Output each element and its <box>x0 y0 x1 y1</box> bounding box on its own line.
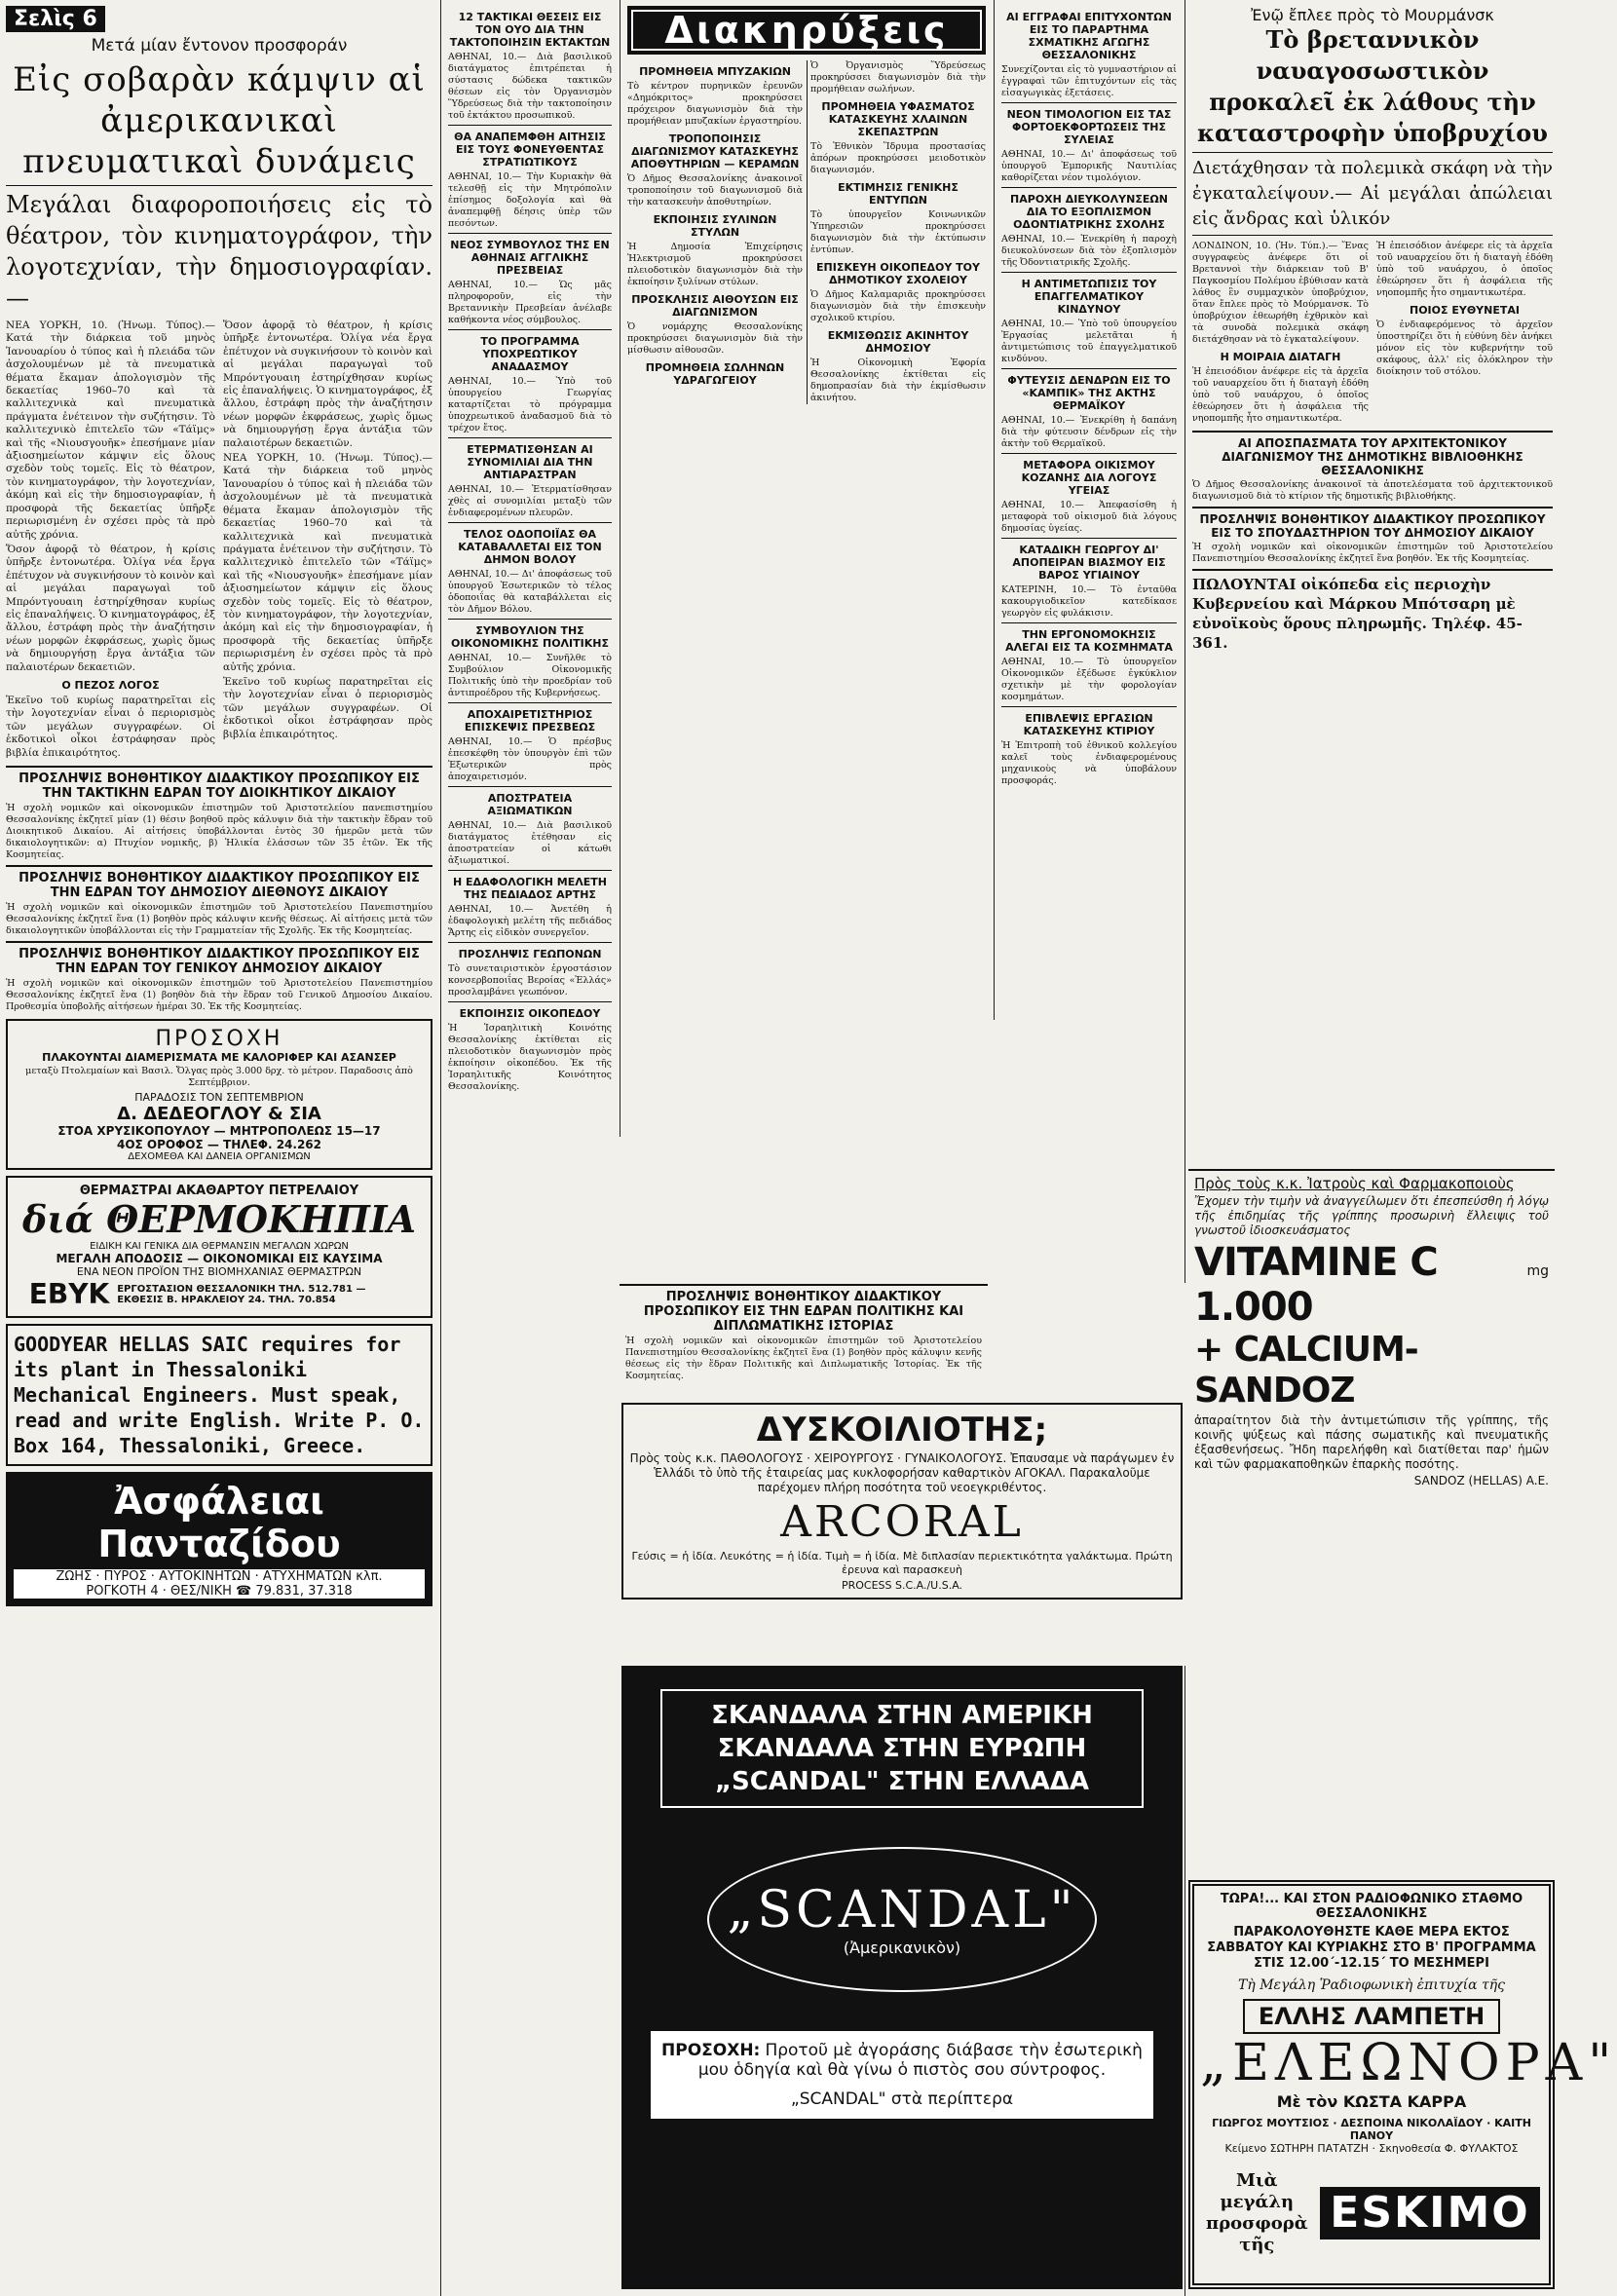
news-body: ΑΘΗΝΑΙ, 10.— Ἀπεφασίσθη ἡ μεταφορὰ τοῦ οἰκισμοῦ διὰ λόγους δημοσίας ὑγείας. <box>1001 500 1177 534</box>
column-rule <box>440 0 441 2296</box>
ad-address: ΕΡΓΟΣΤΑΣΙΟΝ ΘΕΣΣΑΛΟΝΙΚΗ ΤΗΛ. 512.781 — ΕΚΘΕΣΙΣ Β. ΗΡΑΚΛΕΙΟΥ 24. ΤΗΛ. 70.854 <box>117 1283 366 1305</box>
ad-credits: Κείμενο ΣΩΤΗΡΗ ΠΑΤΑΤΖΗ · Σκηνοθεσία Φ. ΦΥΛΑΚΤΟΣ <box>1224 2142 1519 2155</box>
ad-product: VITAMINE C 1.000 <box>1194 1240 1438 1330</box>
column-1 <box>0 0 438 2296</box>
divider <box>448 942 612 943</box>
news-title: ΤΗΝ ΕΡΓΟΝΟΜΟΚΗΣΙΣ ΑΛΕΓΑΙ ΕΙΣ ΤΑ ΚΟΣΜΗΜΑΤΑ <box>1005 628 1173 654</box>
divider <box>1192 152 1553 153</box>
article-title: ΕΚΠΟΙΗΣΙΣ ΟΙΚΟΠΕΔΟΥ <box>459 1007 601 1020</box>
tender-body: Τὸ κέντρον πυρηνικῶν ἐρευνῶν «Δημόκριτος» προκηρύσσει πρόχειρον διαγωνισμὸν διὰ τὴν προμήθειαν μπυζακίων ἐργαστηρίου. <box>627 81 803 127</box>
ad-vitamine <box>1188 1169 1555 1491</box>
ad-footer: ΔΕΧΟΜΕΘΑ ΚΑΙ ΔΑΝΕΙΑ ΟΡΓΑΝΙΣΜΩΝ <box>128 1151 311 1162</box>
notice-public-law <box>1192 512 1553 565</box>
article-subsection-title: Ο ΠΕΖΟΣ ΛΟΓΟΣ <box>61 678 160 692</box>
divider <box>448 1001 612 1002</box>
news-item <box>1001 193 1177 269</box>
article-title: ΑΠΟΧΑΙΡΕΤΙΣΤΗΡΙΟΣ ΕΠΙΣΚΕΨΙΣ ΠΡΕΣΒΕΩΣ <box>464 708 596 734</box>
ad-line: ΜΕΓΑΛΗ ΑΠΟΔΟΣΙΣ — ΟΙΚΟΝΟΜΙΚΑΙ ΕΙΣ ΚΑΥΣΙΜΑ <box>56 1252 383 1265</box>
ad-body: ἀπαραίτητον διὰ τὴν ἀντιμετώπισιν τῆς γρίππης, τῆς κοινῆς ψύξεως καὶ πάσης σωματικῆς καὶ πνευματικῆς ἐξασθενήσεως. Ἤδη παρελήφθη καὶ διατίθεται παρ' ἡμῶν καὶ τῶν φαρμακαποθηκῶν ἐπαρκὴς ποσότης. <box>1194 1413 1549 1471</box>
divider <box>1192 507 1553 508</box>
tender-item <box>810 329 986 404</box>
ad-tagline: Γεύσις = ἡ ἰδία. Λευκότης = ἡ ἰδία. Τιμὴ = ἡ ἰδία. Μὲ διπλασίαν περιεκτικότητα γαλάκτωμα. Πρώτη ἐρευνα καὶ παρασκευὴ <box>631 1550 1173 1576</box>
article-title: ΤΕΛΟΣ ΟΔΟΠΟΙΪΑΣ ΘΑ ΚΑΤΑΒΑΛΛΕΤΑΙ ΕΙΣ ΤΟΝ ΔΗΜΟΝ ΒΟΛΟΥ <box>458 528 602 566</box>
divider <box>1001 453 1177 454</box>
ad-offer <box>1200 2170 1543 2256</box>
notice-title: ΠΡΟΣΛΗΨΙΣ ΒΟΗΘΗΤΙΚΟΥ ΔΙΔΑΚΤΙΚΟΥ ΠΡΟΣΩΠΙΚΟΥ ΕΙΣ ΤΗΝ ΕΔΡΑΝ ΤΟΥ ΓΕΝΙΚΟΥ ΔΗΜΟΣΙΟΥ ΔΙΚΑΙΟΥ <box>19 947 420 976</box>
news-item <box>1001 11 1177 99</box>
news-title: ΜΕΤΑΦΟΡΑ ΟΙΚΙΣΜΟΥ ΚΟΖΑΝΗΣ ΔΙΑ ΛΟΓΟΥΣ ΥΓΕΙΑΣ <box>1021 459 1157 497</box>
article-4 <box>448 335 612 434</box>
news-body: ΑΘΗΝΑΙ, 10.— Ὑπὸ τοῦ ὑπουργείου Ἐργασίας μελετᾶται ἡ ἀντιμετώπισις τοῦ ἐπαγγελματικοῦ κινδύνου. <box>1001 319 1177 364</box>
tender-title: ΠΡΟΜΗΘΕΙΑ ΜΠΥΖΑΚΙΩΝ <box>639 65 791 78</box>
ad-body: μεταξὺ Πτολεμαίων καὶ Βασιλ. Ὄλγας πρὸς 3.000 δρχ. τὸ μέτρον. Παραδοσις ἀπὸ Σεπτέμβριον. <box>25 1066 413 1088</box>
ad-line: ΤΩΡΑ!... ΚΑΙ ΣΤΟΝ ΡΑΔΙΟΦΩΝΙΚΟ ΣΤΑΘΜΟ ΘΕΣΣΑΛΟΝΙΚΗΣ <box>1220 1892 1523 1921</box>
ad-title: Ἀσφάλειαι Πανταζίδου <box>97 1480 341 1565</box>
news-title: ΠΑΡΟΧΗ ΔΙΕΥΚΟΛΥΝΣΕΩΝ ΔΙΑ ΤΟ ΕΞΟΠΛΙΣΜΟΝ ΟΔΟΝΤΙΑΤΡΙΚΗΣ ΣΧΟΛΗΣ <box>1010 193 1168 231</box>
ad-offer-text: Μιὰ μεγάλη προσφορὰ τῆς <box>1206 2170 1308 2255</box>
divider <box>6 766 432 768</box>
article-title: ΘΑ ΑΝΑΠΕΜΦΘΗ ΑΙΤΗΣΙΣ ΕΙΣ ΤΟΥΣ ΦΟΝΕΥΘΕΝΤΑΣ ΣΤΡΑΤΙΩΤΙΚΟΥΣ <box>454 131 606 169</box>
news-body: ΑΘΗΝΑΙ, 10.— Ἐνεκρίθη ἡ παροχὴ διευκολύνσεων διὰ τὸν ἐξοπλισμὸν τῆς Ὀδοντιατρικῆς Σχολῆς. <box>1001 234 1177 268</box>
divider <box>448 870 612 871</box>
notice-body: Ἡ σχολὴ νομικῶν καὶ οἰκονομικῶν ἐπιστημῶν τοῦ Ἀριστοτελείου Πανεπιστημίου Θεσσαλονίκης ἐκζητεῖ ἕνα (1) βοηθὸν πρὸς κάλυψιν κενῆς θέσεως εἰς τὴν ἕδραν Πολιτικῆς καὶ Διπλωματικῆς Ἱστορίας. Ἐκ τῆς Κοσμητείας. <box>625 1336 982 1381</box>
ad-address: ΣΤΟΑ ΧΡΥΣΙΚΟΠΟΥΛΟΥ — ΜΗΤΡΟΠΟΛΕΩΣ 15—17 <box>57 1124 381 1138</box>
article-body: ΑΘΗΝΑΙ, 10.— Διὰ βασιλικοῦ διατάγματος ἐτέθησαν εἰς ἀποστρατείαν οἱ κάτωθι ἀξιωματικοί. <box>448 820 612 866</box>
ad-line: ΠΑΡΑΚΟΛΟΥΘΗΣΤΕ ΚΑΘΕ ΜΕΡΑ ΕΚΤΟΣ ΣΑΒΒΑΤΟΥ ΚΑΙ ΚΥΡΙΑΚΗΣ ΣΤΟ Β' ΠΡΟΓΡΑΜΜΑ ΣΤΙΣ 12.00΄-12.15΄ ΤΟ ΜΕΣΗΜΕΡΙ <box>1207 1925 1536 1971</box>
article-body-columns <box>1192 239 1553 427</box>
divider <box>448 522 612 523</box>
ad-line: ΡΟΓΚΟΤΗ 4 · ΘΕΣ/ΝΙΚΗ ☎ 79.831, 37.318 <box>14 1584 425 1599</box>
tender-title: ΠΡΟΣΚΛΗΣΙΣ ΑΙΘΟΥΣΩΝ ΕΙΣ ΔΙΑΓΩΝΙΣΜΟΝ <box>631 293 799 319</box>
notice-body: Ἡ σχολὴ νομικῶν καὶ οἰκονομικῶν ἐπιστημῶν τοῦ Ἀριστοτελείου Πανεπιστημίου Θεσσαλονίκης ἐκζητεῖ ἕνα βοηθόν. Ἐκ τῆς Κοσμητείας. <box>1192 542 1553 564</box>
news-item <box>1001 628 1177 703</box>
tender-title: ΕΚΠΟΙΗΣΙΣ ΣΥΛΙΝΩΝ ΣΤΥΛΩΝ <box>653 213 777 239</box>
news-item <box>1001 712 1177 787</box>
divider <box>1192 569 1553 571</box>
article-subhead: Διετάχθησαν τὰ πολεμικὰ σκάφη νὰ τὴν ἐγκαταλείψουν.— Αἱ μεγάλαι ἀπώλειαι εἰς ἄνδρας καὶ ὑλικόν <box>1192 158 1553 229</box>
article-kicker: Μετά μίαν ἔντονον προσφοράν <box>91 36 348 56</box>
tender-item <box>810 100 986 176</box>
article-12 <box>448 1007 612 1093</box>
ad-intro: Ἔχομεν τὴν τιμὴν νὰ ἀναγγείλωμεν ὅτι ἐπεσπεύσθη ἡ λόγῳ τῆς ἐπιδημίας τῆς γρίππης προσωρινὴ ἔλλειψις τοῦ γνωστοῦ ἰδιοσκευάσματος <box>1194 1194 1549 1237</box>
tenders-list <box>627 60 986 404</box>
article-title: ΠΡΟΣΛΗΨΙΣ ΓΕΩΠΟΝΩΝ <box>458 948 602 960</box>
tender-title: ΕΠΙΣΚΕΥΗ ΟΙΚΟΠΕΔΟΥ ΤΟΥ ΔΗΜΟΤΙΚΟΥ ΣΧΟΛΕΙΟΥ <box>816 261 980 286</box>
ad-line: ΕΙΔΙΚΗ ΚΑΙ ΓΕΝΙΚΑ ΔΙΑ ΘΕΡΜΑΝΣΙΝ ΜΕΓΑΛΩΝ ΧΩΡΩΝ <box>90 1241 349 1252</box>
ad-warning-title: ΠΡΟΣΟΧΗ: <box>661 2041 761 2060</box>
article-title: Η ΕΔΑΦΟΛΟΓΙΚΗ ΜΕΛΕΤΗ ΤΗΣ ΠΕΔΙΑΔΟΣ ΑΡΤΗΣ <box>452 876 607 901</box>
page-header <box>6 6 432 32</box>
divider <box>448 786 612 787</box>
news-item <box>1001 459 1177 535</box>
article-paragraph: Ὅσον ἀφορᾷ τὸ θέατρον, ἡ κρίσις ὑπῆρξε ἐντονωτέρα. Ὀλίγα νέα ἔργα ἐπέτυχον νὰ συγκινήσουν τὸ κοινὸν καὶ αἱ μεγάλαι παραγωγαὶ τοῦ Μπρόντγουαιη ἐστηρίχθησαν κυρίως εἰς ἐπαναλήψεις. Ὁ κινηματογράφος, ἐξ ἄλλου, ἐστράφη πρὸς τὴν ἀναζήτησιν νέων μορφῶν ἐκφράσεως, χωρὶς ὅμως νὰ δημιουργήσῃ ἔργα ἀντάξια τῶν παλαιοτέρων δεκαετιῶν. <box>6 543 215 673</box>
news-title: ΝΕΟΝ ΤΙΜΟΛΟΓΙΟΝ ΕΙΣ ΤΑΣ ΦΟΡΤΟΕΚΦΟΡΤΩΣΕΙΣ ΤΗΣ ΣΥΛΕΙΑΣ <box>1006 108 1172 146</box>
news-item <box>1001 544 1177 620</box>
news-body: ΑΘΗΝΑΙ, 10.— Ἐνεκρίθη ἡ δαπάνη διὰ τὴν φύτευσιν δένδρων εἰς τὴν ἀκτὴν τοῦ Θερμαϊκοῦ. <box>1001 415 1177 449</box>
divider <box>6 865 432 867</box>
column-5 <box>1186 0 1559 1156</box>
article-paragraph: ΝΕΑ ΥΟΡΚΗ, 10. (Ἡνωμ. Τύπος).— Κατά τὴν διάρκεια τοῦ μηνὸς Ἰανουαρίου ὁ τύπος καὶ ἡ πλειάδα τῶν ἀσχολουμένων μὲ τὰ πνευματικὰ θέματα ἔκαμαν ἀπολογισμὸν τῆς δεκαετίας 1960–70 καὶ τὰ καλλιτεχνικὰ καὶ πνευματικὰ πράγματα ἐνέτεινον τὴν συζήτησιν. Τὸ καλλιτεχνικὸ ἐπιτελεῖο τῶν «Τάϊμς» καὶ τῆς «Νιουσγουῆκ» ἐπεσήμανε μίαν ἀξιοσημείωτον κάμψιν εἰς ὅλους σχεδὸν τοὺς τομεῖς. Εἰς τὸ θέατρον, τὸν κινηματογράφον, τὴν λογοτεχνίαν, ἀκόμη καὶ εἰς τὴν δημοσιογραφίαν, ἡ προσφορὰ τῆς δεκαετίας ὑπῆρξε περιωρισμένη ἐν σχέσει πρὸς τὰ πρὸ αὐτῆς χρόνια. <box>6 320 215 541</box>
news-item <box>1001 278 1177 365</box>
ad-product: + CALCIUM-SANDOZ <box>1194 1330 1418 1411</box>
tender-body: Τὸ Ἐθνικὸν Ἵδρυμα προστασίας ἀπόρων προκηρύσσει μειοδοτικὸν διαγωνισμόν. <box>810 141 986 175</box>
article-body: ΑΘΗΝΑΙ, 10.— Δι' ἀποφάσεως τοῦ ὑπουργοῦ Ἐσωτερικῶν τὸ τέλος ὁδοποιΐας θὰ καταβάλλεται εἰς τὸν Δῆμον Βόλου. <box>448 569 612 615</box>
ad-brand: „SCANDAL" <box>727 1881 1077 1939</box>
article-10 <box>448 876 612 939</box>
news-title: ΦΥΤΕΥΣΙΣ ΔΕΝΔΡΩΝ ΕΙΣ ΤΟ «ΚΑΜΠΙΚ» ΤΗΣ ΑΚΤΗΣ ΘΕΡΜΑΪΚΟΥ <box>1007 374 1171 412</box>
tender-item <box>810 181 986 256</box>
ad-line: ΣΚΑΝΔΑΛΑ ΣΤΗΝ ΕΥΡΩΠΗ <box>717 1734 1087 1763</box>
article-paragraph: Ἐκεῖνο τοῦ κυρίως παρατηρεῖται εἰς τὴν λογοτεχνίαν εἶναι ὁ περιορισμὸς τῶν μεγάλων συγγραφέων. Οἱ ἐκδοτικοὶ οἶκοι ἐστράφησαν πρὸς βιβλία ἐπικαιρότητος. <box>223 675 432 740</box>
tender-item <box>627 213 803 288</box>
article-paragraph: Ἡ ἐπεισόδιον ἀνέφερε εἰς τὰ ἀρχεῖα τοῦ ναυαρχείου ὅτι ἡ διαταγὴ ἐδόθη ὑπὸ τοῦ ναυάρχου, ὁ ὁποῖος ἐθεώρησεν ὅτι ἡ ἀσφάλεια τῆς νηοπομπῆς ἦτο σημαντικωτέρα. <box>1192 366 1369 424</box>
tender-item <box>810 261 986 324</box>
tender-title: ΠΡΟΜΗΘΕΙΑ ΣΩΛΗΝΩΝ ΥΔΡΑΓΩΓΕΙΟΥ <box>645 361 785 387</box>
divider <box>1001 102 1177 103</box>
article-body: ΑΘΗΝΑΙ, 10.— Ὑπὸ τοῦ ὑπουργείου Γεωργίας καταρτίζεται τὸ πρόγραμμα ὑποχρεωτικοῦ ἀναδασμοῦ διὰ τὸ τρέχον ἔτος. <box>448 376 612 433</box>
article-body: ΑΘΗΝΑΙ, 10.— Ἐτερματίσθησαν χθὲς αἱ συνομιλίαι μεταξὺ τῶν ἐνδιαφερομένων πλευρῶν. <box>448 484 612 518</box>
article-body: ΑΘΗΝΑΙ, 10.— Συνῆλθε τὸ Συμβούλιον Οἰκονομικῆς Πολιτικῆς ὑπὸ τὴν προεδρίαν τοῦ ἀντιπροέδρου τῆς Κυβερνήσεως. <box>448 653 612 698</box>
ad-oikopeda: ΠΩΛΟΥΝΤΑΙ οἰκόπεδα εἰς περιοχὴν Κυβερνείου καὶ Μάρκου Μπότσαρη μὲ εὐνοϊκοὺς ὅρους πληρωμῆς. Τηλέφ. 45-361. <box>1192 576 1523 652</box>
article-title: ΑΠΟΣΤΡΑΤΕΙΑ ΑΞΙΩΜΑΤΙΚΩΝ <box>487 792 573 817</box>
article-body: ΑΘΗΝΑΙ, 10.— Ἀνετέθη ἡ ἐδαφολογικὴ μελέτη τῆς πεδιάδος Ἄρτης εἰς εἰδικὸν συνεργεῖον. <box>448 904 612 938</box>
article-title: ΝΕΟΣ ΣΥΜΒΟΥΛΟΣ ΤΗΣ ΕΝ ΑΘΗΝΑΙΣ ΑΓΓΛΙΚΗΣ ΠΡΕΣΒΕΙΑΣ <box>450 239 610 277</box>
article-paragraph: ΛΟΝΔΙΝΟΝ, 10. (Ἡν. Τύπ.).— Ἕνας συγγραφεὺς ἀνέφερε ὅτι οἱ Βρεταννοὶ τὴν διάρκειαν τοῦ Β' Παγκοσμίου Πολέμου ἐβύθισαν κατὰ λάθος ἓν συμμαχικὸν ὑποβρύχιον, ὅταν ἔπλεε πρὸς τὸ Μούρμανσκ. Τὸ ὑποβρύχιον ἐθεωρήθη ἐχθρικὸν καὶ τὰ συνοδὰ πολεμικὰ σκάφη διετάχθησαν νὰ τὸ ἐγκαταλείψουν. <box>1192 241 1369 345</box>
article-paragraph: Ἡ ἐπεισόδιον ἀνέφερε εἰς τὰ ἀρχεῖα τοῦ ναυαρχείου ὅτι ἡ διαταγὴ ἐδόθη ὑπὸ τοῦ ναυάρχου, ὁ ὁποῖος ἐθεώρησεν ὅτι ἡ ἀσφάλεια τῆς νηοπομπῆς ἦτο σημαντικωτέρα. <box>1376 241 1553 298</box>
article-6 <box>448 528 612 616</box>
ad-signature: SANDOZ (HELLAS) A.E. <box>1413 1474 1549 1487</box>
news-body: ΑΘΗΝΑΙ, 10.— Δι' ἀποφάσεως τοῦ ὑπουργοῦ Ἐμπορικῆς Ναυτιλίας καθορίζεται νέον τιμολόγιον. <box>1001 149 1177 183</box>
tender-title: ΕΚΜΙΣΘΩΣΙΣ ΑΚΙΝΗΤΟΥ ΔΗΜΟΣΙΟΥ <box>827 329 969 355</box>
divider <box>448 329 612 330</box>
divider <box>1192 431 1553 433</box>
notice-body: Ἡ σχολὴ νομικῶν καὶ οἰκονομικῶν ἐπιστημῶν τοῦ Ἀριστοτελείου πανεπιστημίου Θεσσαλονίκης ἐκζητεῖ μίαν (1) θέσιν βοηθοῦ πρὸς κάλυψιν διὰ τὴν τακτικὴν ἕδραν τοῦ Διοικητικοῦ Δικαίου. Αἱ αἰτήσεις ὑποβάλλονται ἐντὸς 30 ἡμερῶν μετὰ τῶν δικαιολογητικῶν: α) Πτυχίον νομικῆς, β) Ἡλικία ἐλάσσων τῶν 35 ἐτῶν. Ἐκ τῆς Κοσμητείας. <box>6 803 432 860</box>
notice-title: ΠΡΟΣΛΗΨΙΣ ΒΟΗΘΗΤΙΚΟΥ ΔΙΔΑΚΤΙΚΟΥ ΠΡΟΣΩΠΙΚΟΥ ΕΙΣ ΤΗΝ ΤΑΚΤΙΚΗΝ ΕΔΡΑΝ ΤΟΥ ΔΙΟΙΚΗΤΙΚΟΥ ΔΙΚΑΙΟΥ <box>19 772 420 801</box>
article-paragraph: Ὁ ἐνδιαφερόμενος τὸ ἀρχεῖον ὑποστηρίζει ὅτι ἡ εὐθύνη δὲν ἀνήκει μόνον εἰς τὸν κυβερνήτην τοῦ σκάφους, ἀλλ' εἰς ὁλόκληρον τὴν διοίκησιν τοῦ στόλου. <box>1376 320 1553 377</box>
divider <box>448 702 612 703</box>
notice-1 <box>6 772 432 861</box>
news-title: Η ΑΝΤΙΜΕΤΩΠΙΣΙΣ ΤΟΥ ΕΠΑΓΓΕΛΜΑΤΙΚΟΥ ΚΙΝΔΥΝΟΥ <box>1021 278 1157 316</box>
article-subhead: Μεγάλαι διαφοροποιήσεις εἰς τὸ θέατρον, τὸν κινηματογράφον, τὴν λογοτεχνίαν, τὴν δημοσιογραφίαν.— <box>6 191 432 312</box>
ad-warning-body: Προτοῦ μὲ ἀγοράσης διάβασε τὴν ἐσωτερικὴ μου ὁδηγία καὶ θὰ γίνω ὁ πιστὸς σου σύντροφος. <box>697 2041 1143 2080</box>
ad-company: Δ. ΔΕΔΕΟΓΛΟΥ & ΣΙΑ <box>117 1104 321 1124</box>
ad-line: ΠΑΡΑΔΟΣΙΣ ΤΟΝ ΣΕΠΤΕΜΒΡΙΟΝ <box>134 1091 304 1104</box>
article-body: ΑΘΗΝΑΙ, 10.— Διὰ βασιλικοῦ διατάγματος ἐπιτρέπεται ἡ σύστασις δώδεκα τακτικῶν θέσεων εἰς τὸν Ὀργανισμὸν Ὕδρεύσεως διὰ τὴν τακτοποίησιν τοῦ ἐκτάκτου προσωπικοῦ. <box>448 52 612 121</box>
ad-dyskoiliotis <box>621 1403 1183 1600</box>
news-body: ΑΘΗΝΑΙ, 10.— Τὸ ὑπουργεῖον Οἰκονομικῶν ἐξέδωσε ἐγκύκλιον σχετικὴν μὲ τὴν φορολογίαν κοσμημάτων. <box>1001 657 1177 702</box>
notice-political-history <box>620 1284 988 1388</box>
article-8 <box>448 708 612 783</box>
divider <box>1001 272 1177 273</box>
article-3 <box>448 239 612 326</box>
article-body: ΑΘΗΝΑΙ, 10.— Τὴν Κυριακὴν θὰ τελεσθῇ εἰς τὴν Μητρόπολιν ἐπίσημος δοξολογία καὶ θὰ ἀναπεμφθῇ δέησις ὑπὲρ τῶν πεσόντων. <box>448 171 612 229</box>
news-item <box>1001 108 1177 184</box>
notice-title: ΑΙ ΑΠΟΣΠΑΣΜΑΤΑ ΤΟΥ ΑΡΧΙΤΕΚΤΟΝΙΚΟΥ ΔΙΑΓΩΝΙΣΜΟΥ ΤΗΣ ΔΗΜΟΤΙΚΗΣ ΒΙΒΛΙΟΘΗΚΗΣ ΘΕΣΣΑΛΟΝΙΚΗΣ <box>1222 436 1523 477</box>
notice-3 <box>6 947 432 1013</box>
ad-star: ΕΛΛΗΣ ΛΑΜΠΕΤΗ <box>1243 1999 1500 2034</box>
article-body-columns <box>6 318 432 762</box>
ad-scandal <box>621 1666 1183 2289</box>
article-paragraph: ΝΕΑ ΥΟΡΚΗ, 10. (Ἡνωμ. Τύπος).— Κατά τὴν διάρκεια τοῦ μηνὸς Ἰανουαρίου ὁ τύπος καὶ ἡ πλειάδα τῶν ἀσχολουμένων μὲ τὰ πνευματικὰ θέματα ἔκαμαν ἀπολογισμὸν τῆς δεκαετίας 1960–70 καὶ τὰ καλλιτεχνικὰ καὶ πνευματικὰ πράγματα ἐνέτεινον τὴν συζήτησιν. Τὸ καλλιτεχνικὸ ἐπιτελεῖο τῶν «Τάϊμς» καὶ τῆς «Νιουσγουῆκ» ἐπεσήμανε μίαν ἀξιοσημείωτον κάμψιν εἰς ὅλους σχεδὸν τοὺς τομεῖς. Εἰς τὸ θέατρον, τὸν κινηματογράφον, τὴν λογοτεχνίαν, ἀκόμη καὶ εἰς τὴν δημοσιογραφίαν, ἡ προσφορὰ τῆς δεκαετίας ὑπῆρξε περιωρισμένη ἐν σχέσει πρὸς τὰ πρὸ αὐτῆς χρόνια. <box>223 452 432 673</box>
notice-title: ΠΡΟΣΛΗΨΙΣ ΒΟΗΘΗΤΙΚΟΥ ΔΙΔΑΚΤΙΚΟΥ ΠΡΟΣΩΠΙΚΟΥ ΕΙΣ ΤΗΝ ΕΔΡΑΝ ΤΟΥ ΔΗΜΟΣΙΟΥ ΔΙΕΘΝΟΥΣ ΔΙΚΑΙΟΥ <box>19 871 420 900</box>
ad-line: ΣΚΑΝΔΑΛΑ ΣΤΗΝ ΑΜΕΡΙΚΗ <box>711 1701 1093 1730</box>
ad-prosoxi <box>6 1019 432 1170</box>
article-title: ΕΤΕΡΜΑΤΙΣΘΗΣΑΝ ΑΙ ΣΥΝΟΜΙΛΙΑΙ ΔΙΑ ΤΗΝ ΑΝΤΙΑΡΑΣΤΡΑΝ <box>467 443 593 481</box>
column-3 <box>621 0 992 1283</box>
article-11 <box>448 948 612 998</box>
tender-body: Ἡ Δημοσία Ἐπιχείρησις Ἠλεκτρισμοῦ προκηρύσσει πλειοδοτικὸν διαγωνισμὸν διὰ τὴν ἐκποίησιν ξυλίνων στύλων. <box>627 242 803 287</box>
ad-pantazidou <box>6 1472 432 1606</box>
article-title: 12 ΤΑΚΤΙΚΑΙ ΘΕΣΕΙΣ ΕΙΣ ΤΟΝ ΟΥΟ ΔΙΑ ΤΗΝ ΤΑΚΤΟΠΟΙΗΣΙΝ ΕΚΤΑΚΤΩΝ <box>449 11 611 49</box>
ad-line: ΖΩΗΣ · ΠΥΡΟΣ · ΑΥΤΟΚΙΝΗΤΩΝ · ΑΤΥΧΗΜΑΤΩΝ κλπ. <box>14 1569 425 1584</box>
ad-radio <box>1188 1880 1617 2289</box>
tender-title: ΤΡΟΠΟΠΟΙΗΣΙΣ ΔΙΑΓΩΝΙΣΜΟΥ ΚΑΤΑΣΚΕΥΗΣ ΑΠΟΘΥΤΗΡΙΩΝ — ΚΕΡΑΜΩΝ <box>630 132 800 170</box>
tender-body: Ὁ Ὀργανισμὸς Ὕδρεύσεως προκηρύσσει διαγωνισμὸν διὰ τὴν προμήθειαν σωλήνων. <box>810 60 986 94</box>
divider <box>6 185 432 186</box>
page-number-label: Σελὶς 6 <box>6 6 105 32</box>
ad-evyk <box>6 1176 432 1318</box>
divider <box>1001 538 1177 539</box>
notice-2 <box>6 871 432 937</box>
tender-title: ΠΡΟΜΗΘΕΙΑ ΥΦΑΣΜΑΤΟΣ ΚΑΤΑΣΚΕΥΗΣ ΧΛΑΙΝΩΝ ΣΚΕΠΑΣΤΡΩΝ <box>821 100 975 138</box>
ad-head: Πρὸς τοὺς κ.κ. Ἰατροὺς καὶ Φαρμακοποιοὺς <box>1194 1175 1515 1192</box>
ad-brand: ARCORAL <box>780 1497 1024 1547</box>
article-headline: Εἰς σοβαρὰν κάμψιν αἱ ἀμερικανικαὶ πνευματικαὶ δυνάμεις <box>13 60 426 181</box>
ad-subtitle: (Ἀμερικανικὸν) <box>843 1938 961 1957</box>
column-4 <box>996 0 1183 1283</box>
ad-unit: mg <box>1526 1263 1549 1279</box>
column-rule <box>994 0 995 1020</box>
ad-phone: 4ΟΣ ΟΡΟΦΟΣ — ΤΗΛΕΦ. 24.262 <box>116 1138 322 1151</box>
divider <box>448 233 612 234</box>
notice-architecture <box>1192 436 1553 503</box>
article-title: ΣΥΜΒΟΥΛΙΟΝ ΤΗΣ ΟΙΚΟΝΟΜΙΚΗΣ ΠΟΛΙΤΙΚΗΣ <box>451 624 609 650</box>
tender-item <box>627 65 803 128</box>
news-title: ΕΠΙΒΛΕΨΙΣ ΕΡΓΑΣΙΩΝ ΚΑΤΑΣΚΕΥΗΣ ΚΤΙΡΙΟΥ <box>1023 712 1155 737</box>
column-2 <box>442 0 618 1137</box>
tender-body: Ἡ Οἰκονομικὴ Ἐφορία Θεσσαλονίκης ἐκτίθεται εἰς δημοπρασίαν διὰ τὴν ἐκμίσθωσιν ἀκινήτου. <box>810 358 986 403</box>
article-paragraph: Ὅσον ἀφορᾷ τὸ θέατρον, ἡ κρίσις ὑπῆρξε ἐντονωτέρα. Ὀλίγα νέα ἔργα ἐπέτυχον νὰ συγκινήσουν τὸ κοινὸν καὶ αἱ μεγάλαι παραγωγαὶ τοῦ Μπρόντγουαιη ἐστηρίχθησαν κυρίως εἰς ἐπαναλήψεις. Ὁ κινηματογράφος, ἐξ ἄλλου, ἐστράφη πρὸς τὴν ἀναζήτησιν νέων μορφῶν ἐκφράσεως, χωρὶς ὅμως νὰ δημιουργήσῃ ἔργα ἀντάξια τῶν παλαιοτέρων δεκαετιῶν. <box>223 320 432 449</box>
ad-line: Τὴ Μεγάλη Ῥαδιοφωνικὴ ἐπιτυχία τῆς <box>1238 1977 1505 1993</box>
notice-body: Ἡ σχολὴ νομικῶν καὶ οἰκονομικῶν ἐπιστημῶν τοῦ Ἀριστοτελείου Πανεπιστημίου Θεσσαλονίκης ἐκζητεῖ ἕνα (1) βοηθὸν διὰ τὴν ἕδραν τοῦ Γενικοῦ Δημοσίου Δικαίου. Προθεσμία ὑποβολῆς αἰτήσεων ἡμέραι 30. Ἐκ τῆς Κοσμητείας. <box>6 978 432 1012</box>
ad-scandal-logo <box>707 1847 1097 1992</box>
divider <box>1001 622 1177 623</box>
news-title: ΚΑΤΑΔΙΚΗ ΓΕΩΡΓΟΥ ΔΙ' ΑΠΟΠΕΙΡΑΝ ΒΙΑΣΜΟΥ ΕΙΣ ΒΑΡΟΣ ΥΓΙΑΙΝΟΥ <box>1012 544 1166 582</box>
ad-title: ΠΡΟΣΟΧΗ <box>155 1027 283 1051</box>
article-body: Τὸ συνεταιριστικὸν ἐργοστάσιον κονσερβοποιΐας Βεροίας «Ἐλλάς» προσλαμβάνει γεωπόνον. <box>448 963 612 997</box>
notice-title: ΠΡΟΣΛΗΨΙΣ ΒΟΗΘΗΤΙΚΟΥ ΔΙΔΑΚΤΙΚΟΥ ΠΡΟΣΩΠΙΚΟΥ ΕΙΣ ΤΗΝ ΕΔΡΑΝ ΠΟΛΙΤΙΚΗΣ ΚΑΙ ΔΙΠΛΩΜΑΤΙΚΗΣ ΙΣΤΟΡΙΑΣ <box>643 1290 964 1334</box>
ad-scandal-warning <box>651 2031 1153 2119</box>
article-subsection-title: ΠΟΙΟΣ ΕΥΘΥΝΕΤΑΙ <box>1410 304 1520 317</box>
tender-body: Ὁ νομάρχης Θεσσαλονίκης προκηρύσσει διαγωνισμὸν διὰ τὴν μίσθωσιν αἰθουσῶν. <box>627 321 803 356</box>
divider <box>1001 368 1177 369</box>
ad-scandal-headlines <box>660 1689 1144 1808</box>
ad-title: ΔΥΣΚΟΙΛΙΟΤΗΣ; <box>756 1411 1048 1449</box>
article-headline: Τὸ βρεταννικὸν ναυαγοσωστικὸν προκαλεῖ ἐκ λάθους τὴν καταστροφὴν ὑποβρυχίου <box>1197 25 1548 147</box>
tender-body: Ὁ Δῆμος Καλαμαριᾶς προκηρύσσει διαγωνισμὸν διὰ τὴν ἐπισκευὴν σχολικοῦ κτιρίου. <box>810 289 986 323</box>
ad-line: „SCANDAL" ΣΤΗΝ ΕΛΛΑΔΑ <box>714 1767 1090 1796</box>
ad-costar: Μὲ τὸν ΚΩΣΤΑ ΚΑΡΡΑ <box>1276 2092 1467 2111</box>
divider <box>448 437 612 438</box>
article-paragraph: Ἐκεῖνο τοῦ κυρίως παρατηρεῖται εἰς τὴν λογοτεχνίαν εἶναι ὁ περιορισμὸς τῶν μεγάλων συγγραφέων. Οἱ ἐκδοτικοὶ οἶκοι ἐστράφησαν πρὸς βιβλία ἐπικαιρότητος. <box>6 694 215 759</box>
article-5 <box>448 443 612 519</box>
ad-footer: „SCANDAL" στὰ περίπτερα <box>790 2089 1014 2109</box>
ad-brand: ESKIMO <box>1320 2187 1539 2240</box>
article-2 <box>448 131 612 230</box>
tender-body: Τὸ ὑπουργεῖον Κοινωνικῶν Ὑπηρεσιῶν προκηρύσσει διαγωνισμὸν διὰ τὴν ἐκτύπωσιν ἐντύπων. <box>810 209 986 255</box>
article-7 <box>448 624 612 699</box>
ad-product-line <box>1194 1240 1549 1330</box>
article-body: Ἡ Ἰσραηλιτικὴ Κοινότης Θεσσαλονίκης ἐκτίθεται εἰς πλειοδοτικὸν διαγωνισμὸν πρὸς ἐκποίησιν οἰκοπέδου. Ἐκ τῆς Ἰσραηλιτικῆς Κοινότητος Θεσσαλονίκης. <box>448 1023 612 1092</box>
article-9 <box>448 792 612 867</box>
ad-title: „ΕΛΕΩΝΟΡΑ" <box>1200 2034 1617 2092</box>
ad-goodyear: GOODYEAR HELLAS SAIC requires for its plant in Thessaloniki Mechanical Engineers. Must speak, read and write English. Write P. O. Box 164, Thessaloniki, Greece. <box>6 1324 432 1466</box>
article-body: ΑΘΗΝΑΙ, 10.— Ὡς μᾶς πληροφοροῦν, εἰς τὴν Βρεταννικὴν Πρεσβείαν ἀνέλαβε καθήκοντα νέος σύμβουλος. <box>448 280 612 325</box>
notice-body: Ἡ σχολὴ νομικῶν καὶ οἰκονομικῶν ἐπιστημῶν τοῦ Ἀριστοτελείου Πανεπιστημίου Θεσσαλονίκης ἐκζητεῖ ἕνα (1) βοηθὸν πρὸς κάλυψιν κενῆς θέσεως. Αἱ αἰτήσεις μετὰ τῶν δικαιολογητικῶν ὑποβάλλονται εἰς τὴν Γραμματείαν τῆς Σχολῆς. Ἐκ τῆς Κοσμητείας. <box>6 902 432 936</box>
article-1 <box>448 11 612 122</box>
news-body: Ἡ Ἐπιτροπὴ τοῦ ἐθνικοῦ κολλεγίου καλεῖ τοὺς ἐνδιαφερομένους μηχανικοὺς νὰ ὑποβάλουν προσφοράς. <box>1001 740 1177 786</box>
article-subsection-title: Η ΜΟΙΡΑΙΑ ΔΙΑΤΑΓΗ <box>1220 351 1341 363</box>
tender-body: Ὁ Δῆμος Θεσσαλονίκης ἀνακοινοῖ τροποποίησιν τοῦ διαγωνισμοῦ διὰ τὴν κατασκευὴν ἀποθυτηρίων. <box>627 173 803 207</box>
divider <box>448 125 612 126</box>
divider <box>1001 706 1177 707</box>
article-kicker: Ἐνῷ ἔπλεε πρὸς τὸ Μουρμάνσκ <box>1251 6 1494 24</box>
news-body: Συνεχίζονται εἰς τὸ γυμναστήριον αἱ ἐγγραφαὶ τῶν ἐπιτυχόντων εἰς τὰς εἰσαγωγικὰς ἐξετάσεις. <box>1001 64 1177 98</box>
notice-title: ΠΡΟΣΛΗΨΙΣ ΒΟΗΘΗΤΙΚΟΥ ΔΙΔΑΚΤΙΚΟΥ ΠΡΟΣΩΠΙΚΟΥ ΕΙΣ ΤΟ ΣΠΟΥΔΑΣΤΗΡΙΟΝ ΤΟΥ ΔΗΜΟΣΙΟΥ ΔΙΚΑΙΟΥ <box>1199 512 1546 540</box>
ad-brand: ΕΒΥΚ <box>28 1278 110 1310</box>
news-item <box>1001 374 1177 450</box>
divider <box>1192 235 1553 236</box>
tenders-banner: Διακηρύξεις <box>627 6 986 55</box>
ad-maker: PROCESS S.C.A./U.S.A. <box>841 1579 963 1592</box>
ad-cast: ΓΙΩΡΓΟΣ ΜΟΥΤΣΙΟΣ · ΔΕΣΠΟΙΝΑ ΝΙΚΟΛΑΪΔΟΥ · ΚΑΙΤΗ ΠΑΝΟΥ <box>1212 2117 1531 2142</box>
news-title: ΑΙ ΕΓΓΡΑΦΑΙ ΕΠΙΤΥΧΟΝΤΩΝ ΕΙΣ ΤΟ ΠΑΡΑΡΤΗΜΑ ΣΧΜΑΤΙΚΗΣ ΑΓΩΓΗΣ ΘΕΣΣΑΛΟΝΙΚΗΣ <box>1006 11 1172 61</box>
news-body: ΚΑΤΕΡΙΝΗ, 10.— Τὸ ἐνταῦθα κακουργιοδικεῖον κατεδίκασε γεωργὸν εἰς φυλάκισιν. <box>1001 584 1177 619</box>
ad-line: ΕΝΑ ΝΕΟΝ ΠΡΟΪΟΝ ΤΗΣ ΒΙΟΜΗΧΑΝΙΑΣ ΘΕΡΜΑΣΤΡΩΝ <box>76 1265 362 1278</box>
ad-body: Πρὸς τοὺς κ.κ. ΠΑΘΟΛΟΓΟΥΣ · ΧΕΙΡΟΥΡΓΟΥΣ · ΓΥΝΑΙΚΟΛΟΓΟΥΣ. Ἐπαυσαμε νὰ παράγωμεν ἐν Ἑλλάδι τὸ ὑπὸ τῆς ἑταιρείας μας κυκλοφορήσαν καθαρτικὸν ΑΓΟΚΑΛ. Παρακαλοῦμε παρέχομεν πλήρη ποσότητα τοῦ νεοεγκριθέντος. <box>629 1451 1175 1494</box>
tender-title: ΕΚΤΙΜΗΣΙΣ ΓΕΝΙΚΗΣ ΕΝΤΥΠΩΝ <box>838 181 959 207</box>
tender-item <box>627 132 803 208</box>
divider <box>6 941 432 943</box>
ad-title: διά ΘΕΡΜΟΚΗΠΙΑ <box>21 1197 417 1241</box>
tender-item <box>627 293 803 357</box>
ad-line: ΠΛΑΚΟΥΝΤΑΙ ΔΙΑΜΕΡΙΣΜΑΤΑ ΜΕ ΚΑΛΟΡΙΦΕΡ ΚΑΙ ΑΣΑΝΣΕΡ <box>42 1051 396 1064</box>
divider <box>1001 187 1177 188</box>
divider <box>448 619 612 620</box>
article-body: ΑΘΗΝΑΙ, 10.— Ὁ πρέσβυς ἐπεσκέφθη τὸν ὑπουργὸν ἐπὶ τῶν Ἐξωτερικῶν πρὸς ἀποχαιρετισμόν. <box>448 736 612 782</box>
notice-body: Ὁ Δῆμος Θεσσαλονίκης ἀνακοινοῖ τὰ ἀποτελέσματα τοῦ ἀρχιτεκτονικοῦ διαγωνισμοῦ διὰ τὸ κτίριον τῆς δημοτικῆς βιβλιοθήκης. <box>1192 479 1553 502</box>
ad-head: ΘΕΡΜΑΣΤΡΑΙ ΑΚΑΘΑΡΤΟΥ ΠΕΤΡΕΛΑΙΟΥ <box>79 1184 359 1198</box>
article-title: ΤΟ ΠΡΟΓΡΑΜΜΑ ΥΠΟΧΡΕΩΤΙΚΟΥ ΑΝΑΔΑΣΜΟΥ <box>480 335 580 373</box>
